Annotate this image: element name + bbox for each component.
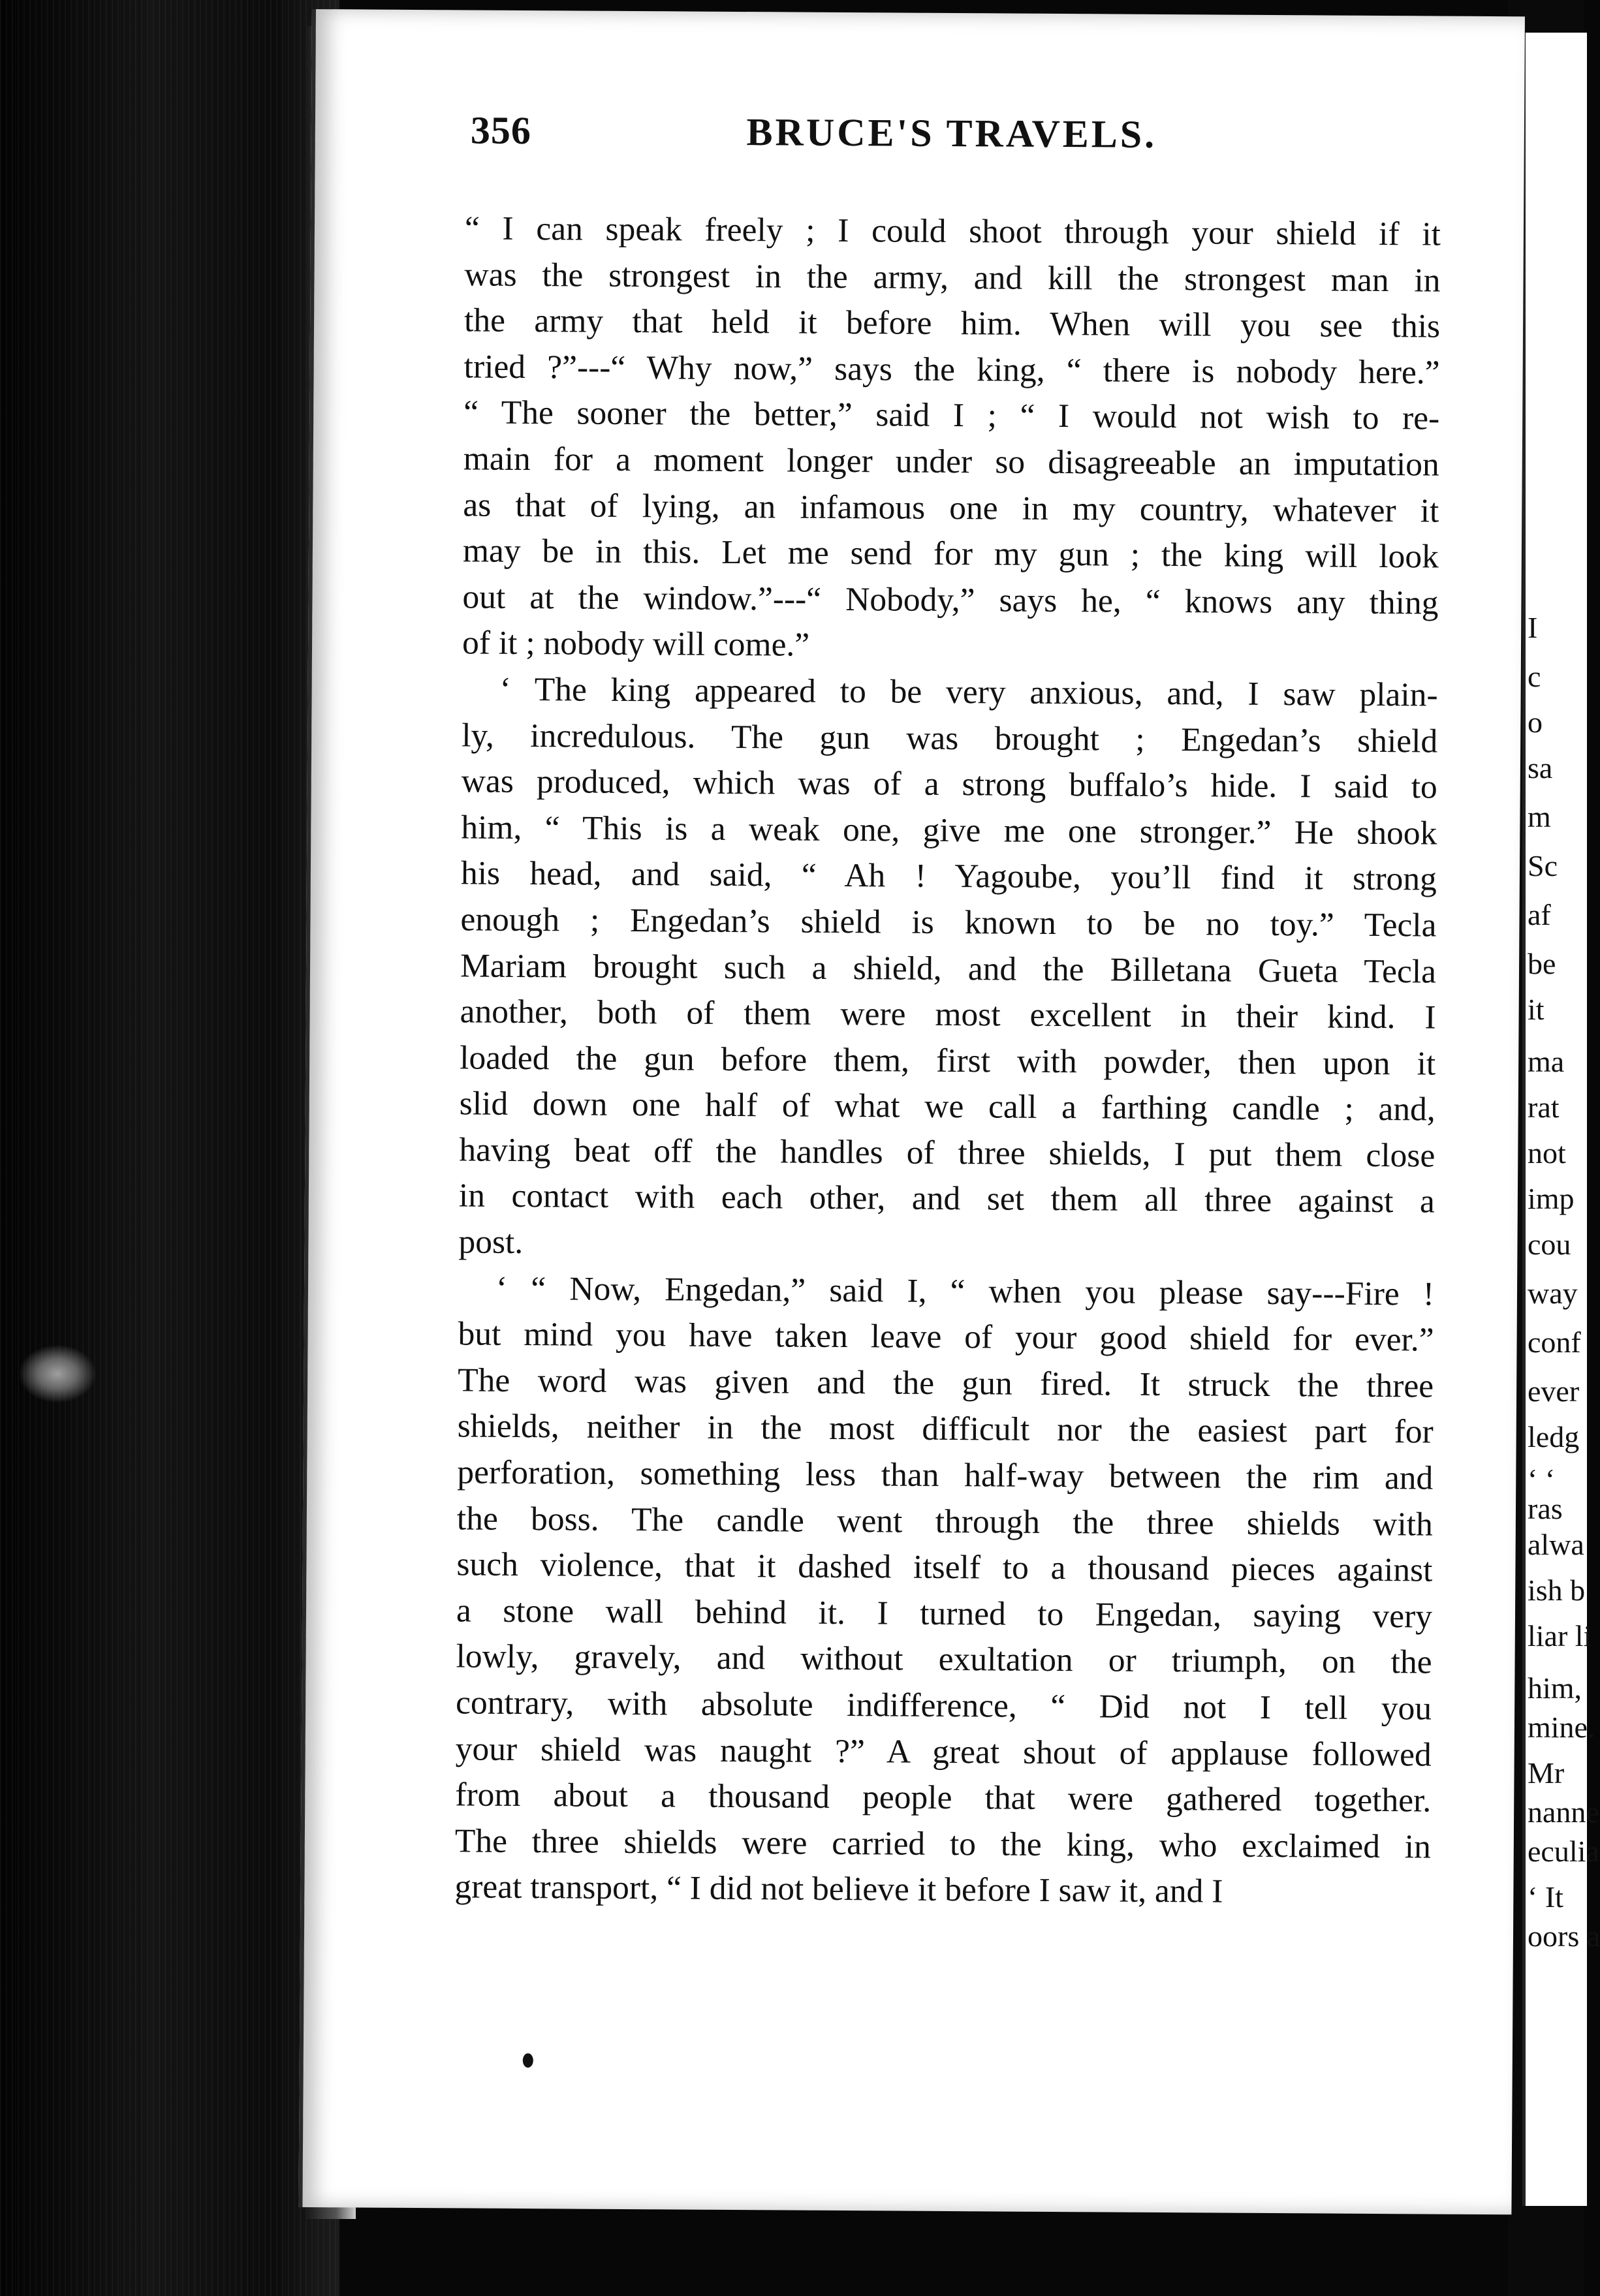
adjacent-page-fragment: ever (1528, 1374, 1580, 1408)
adjacent-page-fragment: be (1528, 947, 1556, 980)
adjacent-page-fragment: conf (1528, 1326, 1581, 1359)
text-line: “ The sooner the better,” said I ; “ I would not wish to re- (463, 394, 1440, 437)
adjacent-page-fragment: rat (1528, 1091, 1560, 1124)
text-line: The three shields were carried to the king, who exclaimed in (454, 1822, 1432, 1866)
text-line: lowly, gravely, and without exultation or triumph, on the (456, 1637, 1432, 1681)
text-line: slid down one half of what we call a farthing candle ; and, (459, 1085, 1435, 1128)
text-line: loaded the gun before them, first with powder, then upon it (460, 1039, 1436, 1083)
running-title: BRUCE'S TRAVELS. (746, 110, 1157, 156)
text-line: may be in this. Let me send for my gun ; the king will look (462, 532, 1439, 576)
text-line: Mariam brought such a shield, and the Billetana Gueta Tecla (460, 946, 1437, 991)
text-line: “ I can speak freely ; I could shoot through your shield if it (464, 209, 1441, 253)
text-line: ‘ “ Now, Engedan,” said I, “ when you please say---Fire ! (495, 1269, 1435, 1313)
ink-spot (523, 2053, 533, 2068)
binding-smudge (18, 1344, 97, 1403)
adjacent-page-fragment: af (1528, 898, 1551, 931)
text-line: the army that held it before him. When will you see this (463, 302, 1441, 345)
text-line: another, both of them were most excellent in their kind. I (460, 993, 1436, 1036)
adjacent-page-fragment: imp (1528, 1182, 1575, 1215)
adjacent-page-fragment: eculia (1528, 1835, 1599, 1868)
adjacent-page-fragment: o (1528, 706, 1543, 739)
text-line: ly, incredulous. The gun was brought ; Engedan’s shield (462, 716, 1438, 760)
adjacent-page-fragment: nanne (1528, 1795, 1599, 1829)
text-line: his head, and said, “ Ah ! Yagoube, you’ll find it strong (460, 854, 1437, 898)
adjacent-page-fragment: Mr (1528, 1756, 1565, 1790)
text-line: shields, neither in the most difficult nor the easiest part for (457, 1407, 1434, 1451)
text-line: great transport, “ I did not believe it before I saw it, and I (454, 1868, 1223, 1910)
text-line: of it ; nobody will come.” (462, 624, 810, 664)
page-number: 356 (470, 108, 532, 153)
adjacent-page-fragment: ish b (1528, 1574, 1586, 1607)
body-text (454, 206, 1441, 1916)
book-binding-gutter (0, 0, 339, 2296)
adjacent-page-fragment: way (1528, 1277, 1578, 1310)
text-line: was produced, which was of a strong buffalo’s hide. I said to (461, 762, 1437, 806)
text-line: tried ?”---“ Why now,” says the king, “ there is nobody here.” (463, 348, 1440, 392)
text-line: contrary, with absolute indifference, “ Did not I tell you (455, 1684, 1432, 1728)
adjacent-page-fragment: ‘ It (1528, 1880, 1563, 1914)
text-line: from about a thousand people that were gathered together. (455, 1776, 1432, 1820)
adjacent-page-fragment: not (1528, 1136, 1566, 1170)
adjacent-page-fragment: cou (1528, 1228, 1571, 1261)
text-line: the boss. The candle went through the three shields with (456, 1500, 1434, 1544)
text-line: but mind you have taken leave of your good shield for ever.” (458, 1315, 1434, 1359)
text-line: your shield was naught ?” A great shout of applause followed (455, 1730, 1432, 1774)
adjacent-page-fragment: m (1528, 800, 1551, 833)
text-line: main for a moment longer under so disagreeable an imputation (463, 440, 1439, 484)
adjacent-page-fragment: ma (1528, 1045, 1565, 1078)
adjacent-page-fragment: it (1528, 993, 1545, 1026)
page-header (470, 108, 1433, 185)
adjacent-page-fragment: oors a (1528, 1919, 1600, 1953)
adjacent-page-fragment: mine. (1528, 1711, 1595, 1744)
text-line: enough ; Engedan’s shield is known to be no toy.” Tecla (460, 901, 1437, 944)
text-line: in contact with each other, and set them all three against a (458, 1177, 1435, 1221)
adjacent-page-fragment: ras (1528, 1492, 1563, 1525)
text-line: ‘ The king appeared to be very anxious, and, I saw plain- (499, 670, 1438, 714)
adjacent-page-fragment: sa (1528, 751, 1553, 784)
text-line: The word was given and the gun fired. It struck the three (457, 1361, 1434, 1405)
text-line: him, “ This is a weak one, give me one stronger.” He shook (461, 809, 1437, 852)
text-line: perforation, something less than half-way between the rim and (457, 1453, 1434, 1497)
adjacent-page-fragment: alwa (1528, 1528, 1584, 1561)
adjacent-page-fragment: ‘ ‘ (1528, 1463, 1556, 1496)
adjacent-page-fragment: liar li (1528, 1619, 1592, 1652)
adjacent-page-fragment: him, (1528, 1671, 1582, 1705)
adjacent-page-fragment: Sc (1528, 849, 1558, 882)
adjacent-page-fragment: ledg (1528, 1420, 1580, 1453)
adjacent-page-fragment: c (1528, 660, 1541, 693)
adjacent-page-fragment: I (1528, 611, 1538, 644)
text-line: having beat off the handles of three shields, I put them close (459, 1131, 1435, 1175)
text-line: as that of lying, an infamous one in my country, whatever it (463, 486, 1439, 530)
text-line: post. (458, 1223, 524, 1262)
text-line: such violence, that it dashed itself to a thousand pieces against (456, 1545, 1433, 1589)
text-line: a stone wall behind it. I turned to Engedan, saying very (456, 1592, 1433, 1636)
book-page (298, 9, 1525, 2214)
text-line: out at the window.”---“ Nobody,” says he, “ knows any thing (462, 578, 1439, 622)
text-line: was the strongest in the army, and kill the strongest man in (464, 256, 1441, 300)
